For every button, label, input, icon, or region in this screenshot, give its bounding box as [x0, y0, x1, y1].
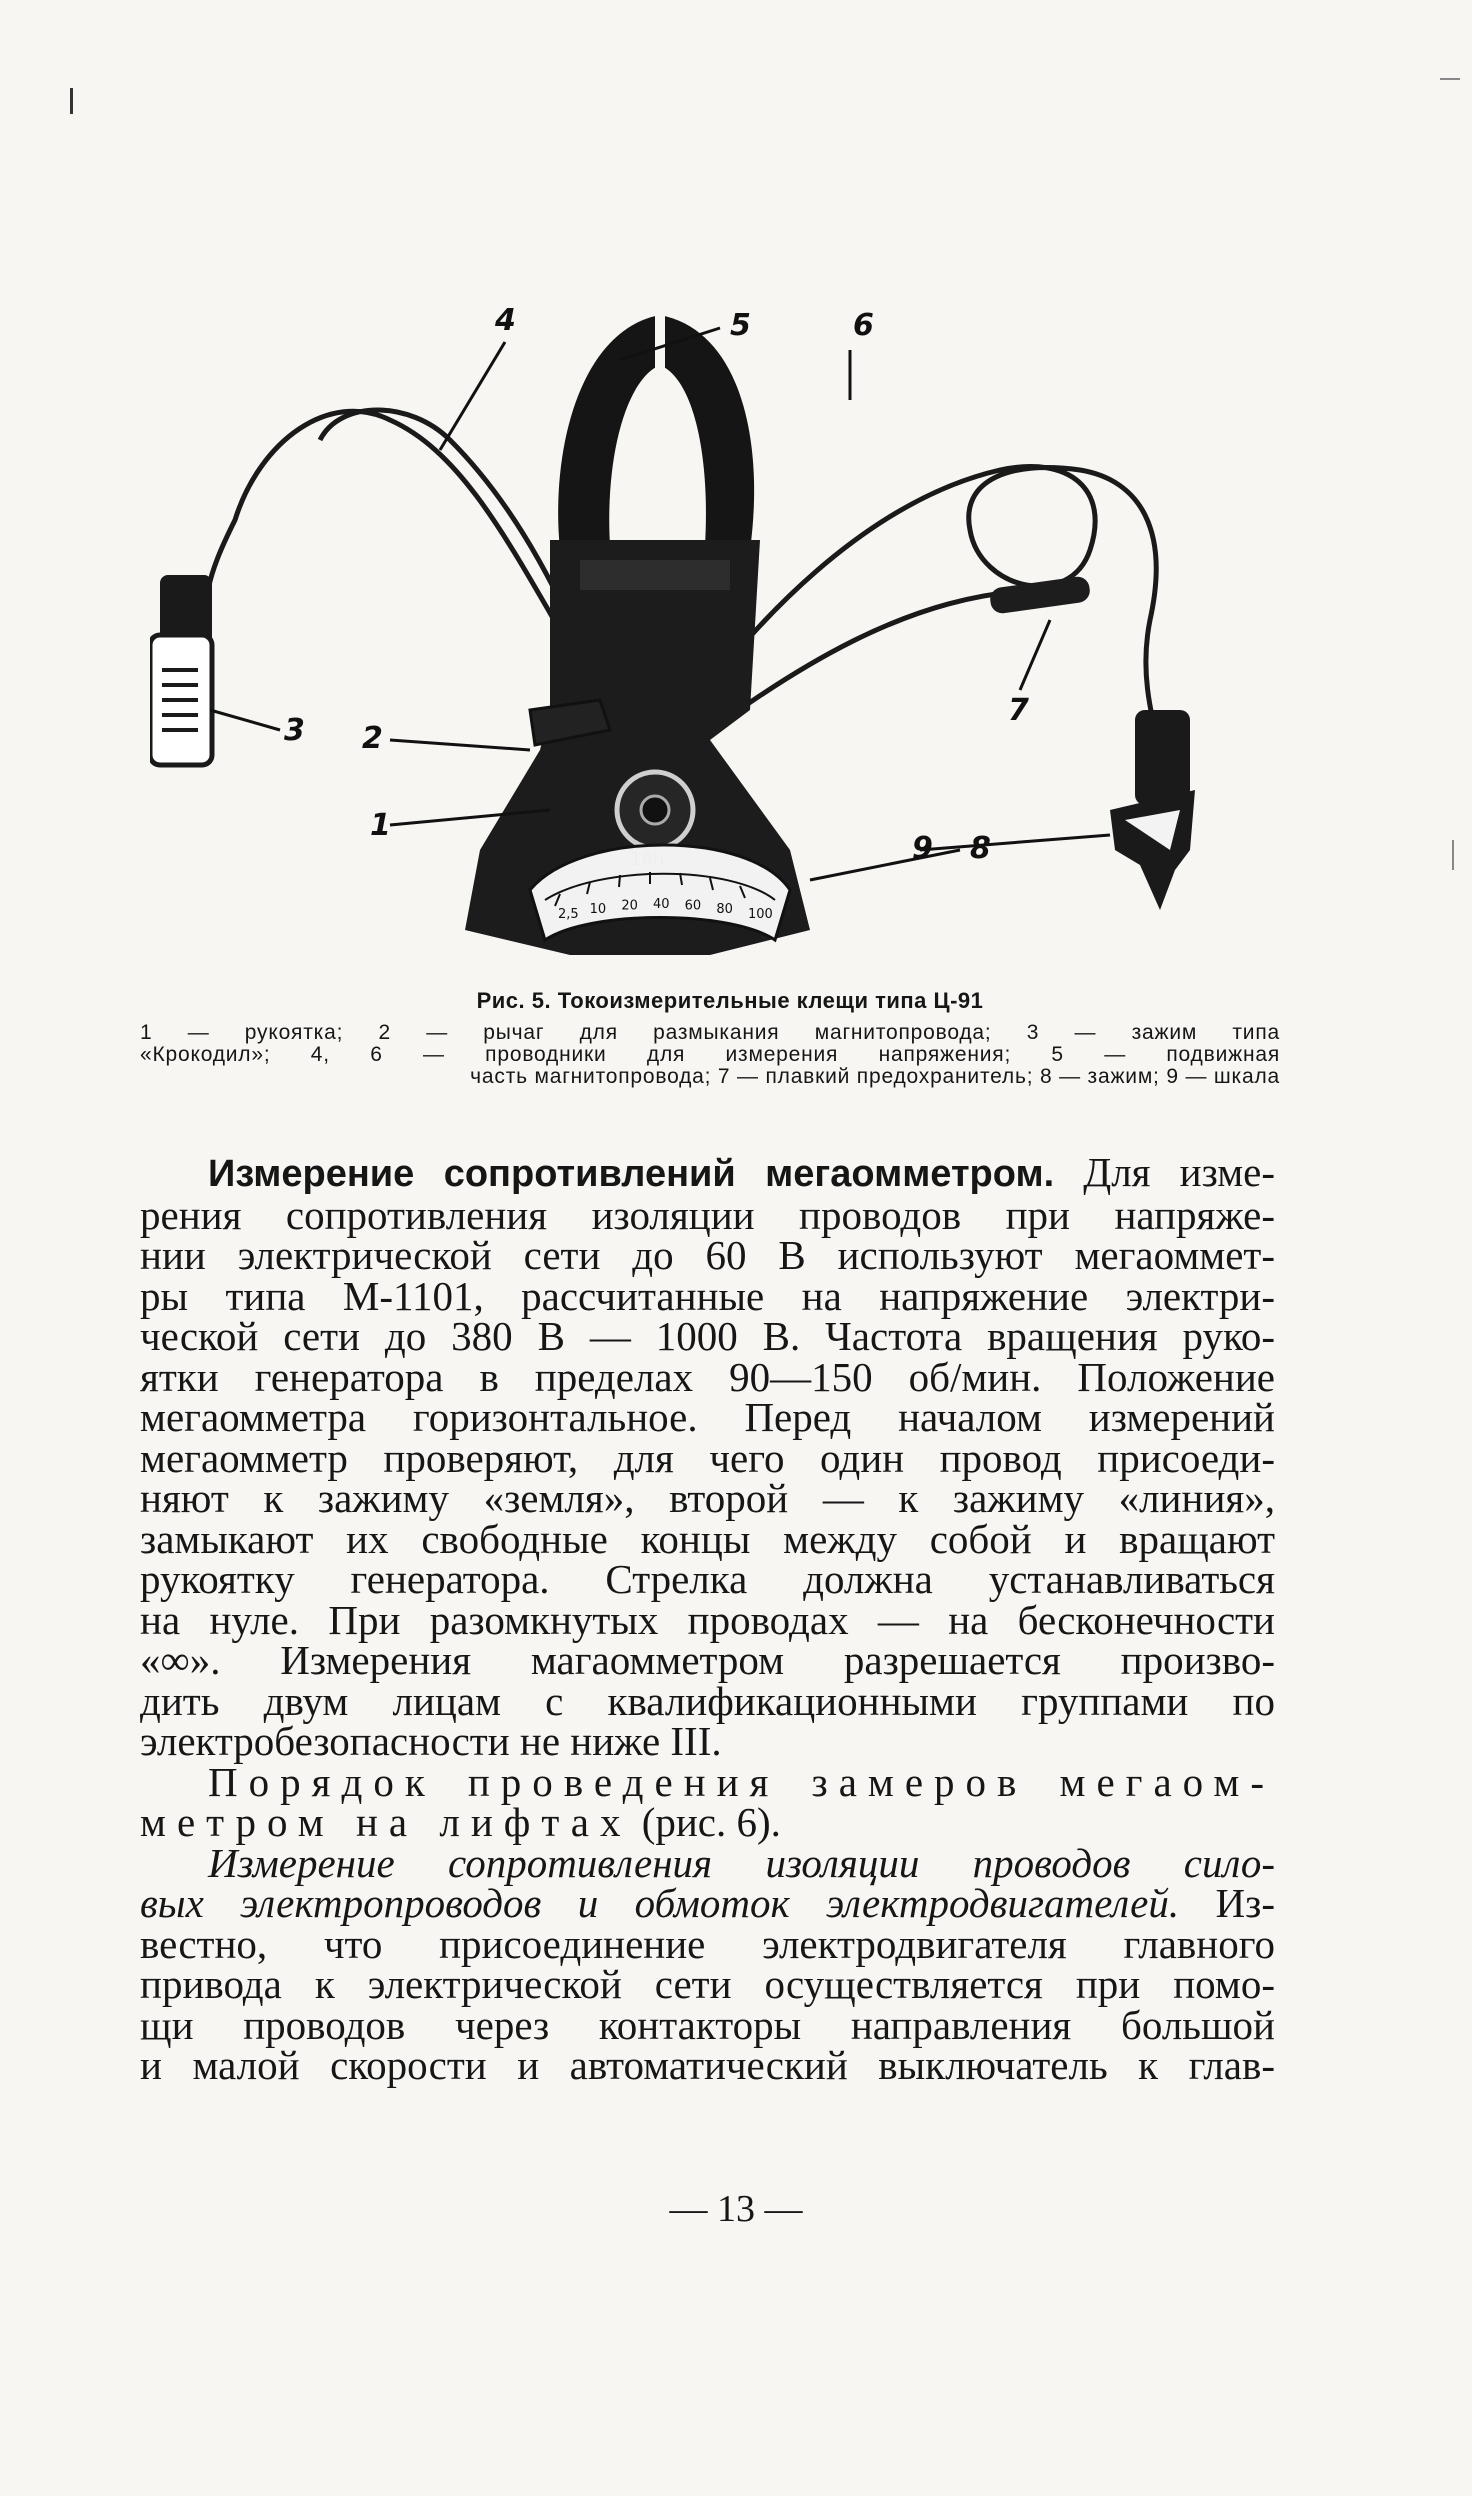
- body-line: привода к электрической сети осуществляется при помо-: [140, 1961, 1275, 2007]
- figure-reference: (рис. 6).: [631, 1799, 781, 1845]
- body-line: ятки генератора в пределах 90—150 об/мин. Положение: [140, 1353, 1275, 1400]
- body-line: мегаомметра горизонтальное. Перед началом измерений: [140, 1394, 1275, 1440]
- body-line: и малой скорости и автоматический выключатель к глав-: [140, 2042, 1275, 2088]
- body-line: электробезопасности не ниже III.: [140, 1718, 722, 1764]
- dial-scale-tick-label: 80: [716, 902, 733, 917]
- body-line-italic: Измерение сопротивления изоляции проводов сило-: [208, 1839, 1275, 1886]
- dial-scale-tick-label: 10: [589, 902, 607, 917]
- callout-9: 9: [912, 831, 933, 866]
- scan-mark: [1440, 78, 1460, 80]
- figure-caption-title: Рис. 5. Токоизмерительные клещи типа Ц-91: [476, 988, 984, 1013]
- dial-scale-tick-label: 60: [684, 898, 702, 914]
- body-line-spaced: Порядок проведения замеров мегаом-: [208, 1758, 1275, 1805]
- meter-body: [465, 540, 810, 955]
- caption-line: часть магнитопровода; 7 — плавкий предохранитель; 8 — зажим; 9 — шкала: [470, 1065, 1280, 1088]
- body-line: Для изме-: [1083, 1149, 1275, 1195]
- section-heading: Измерение сопротивлений мегаомметром.: [208, 1153, 1055, 1195]
- fuse: [989, 575, 1092, 615]
- callout-7: 7: [1008, 693, 1029, 728]
- clamp-meter-illustration: [150, 290, 1310, 970]
- body-line: рения сопротивления изоляции проводов при напряже-: [140, 1191, 1275, 1238]
- dial-scale-tick-label: 2,5: [558, 907, 579, 922]
- figure-caption-legend: [140, 1022, 1280, 1088]
- crocodile-clip: [150, 575, 212, 765]
- body-line: дить двум лицам с квалификационными группами по: [140, 1677, 1275, 1724]
- scan-mark: [70, 88, 73, 114]
- callout-4: 4: [495, 303, 516, 338]
- callout-6: 6: [853, 308, 874, 343]
- caption-line: «Крокодил»; 4, 6 — проводники для измерения напряжения; 5 — подвижная: [140, 1043, 1280, 1066]
- callout-8: 8: [970, 831, 991, 866]
- body-line: [140, 1880, 1275, 1926]
- clamp-terminal-8: [1110, 710, 1195, 910]
- body-line: нии электрической сети до 60 В используют мегаоммет-: [140, 1232, 1275, 1278]
- body-text-run: Из-: [1179, 1880, 1275, 1926]
- magnetic-core: [558, 310, 754, 550]
- spaced-text: метром на лифтах: [140, 1799, 632, 1845]
- body-text: [140, 1149, 1275, 2088]
- dial-scale-tick-label: 100: [748, 907, 773, 922]
- body-line: вестно, что присоединение электродвигателя главного: [140, 1920, 1275, 1967]
- body-line: ры типа М-1101, рассчитанные на напряжение электри-: [140, 1272, 1275, 1319]
- body-line: мегаомметр проверяют, для чего один провод присоеди-: [140, 1434, 1275, 1481]
- callout-1: 1: [370, 808, 391, 843]
- caption-line: 1 — рукоятка; 2 — рычаг для размыкания магнитопровода; 3 — зажим типа: [140, 1021, 1280, 1044]
- figure-clamp-meter: [150, 290, 1310, 970]
- body-line: рукоятку генератора. Стрелка должна устанавливаться: [140, 1556, 1275, 1602]
- body-line: няют к зажиму «земля», второй — к зажиму «линия»,: [140, 1475, 1275, 1521]
- paragraph-first-line: [140, 1149, 1275, 1195]
- scan-mark: [1452, 840, 1454, 870]
- dial-scale-tick-label: 40: [653, 897, 670, 912]
- italic-text: вых электропроводов и обмоток электродвигателей.: [140, 1880, 1180, 1926]
- callout-3: 3: [284, 713, 305, 748]
- body-line: «∞». Измерения магаомметром разрешается произво-: [140, 1637, 1275, 1683]
- body-line: замыкают их свободные концы между собой и вращают: [140, 1515, 1275, 1562]
- page-number: — 13 —: [669, 2188, 803, 2230]
- body-line: ческой сети до 380 В — 1000 В. Частота вращения руко-: [140, 1313, 1275, 1359]
- dial-label: 16h: [630, 849, 665, 870]
- body-line: [140, 1799, 1275, 1845]
- dial-scale-tick-label: 20: [621, 898, 638, 914]
- body-line: на нуле. При разомкнутых проводах — на бесконечности: [140, 1596, 1275, 1643]
- callout-2: 2: [362, 721, 383, 756]
- body-line: щи проводов через контакторы направления большой: [140, 2001, 1275, 2048]
- callout-5: 5: [730, 308, 751, 343]
